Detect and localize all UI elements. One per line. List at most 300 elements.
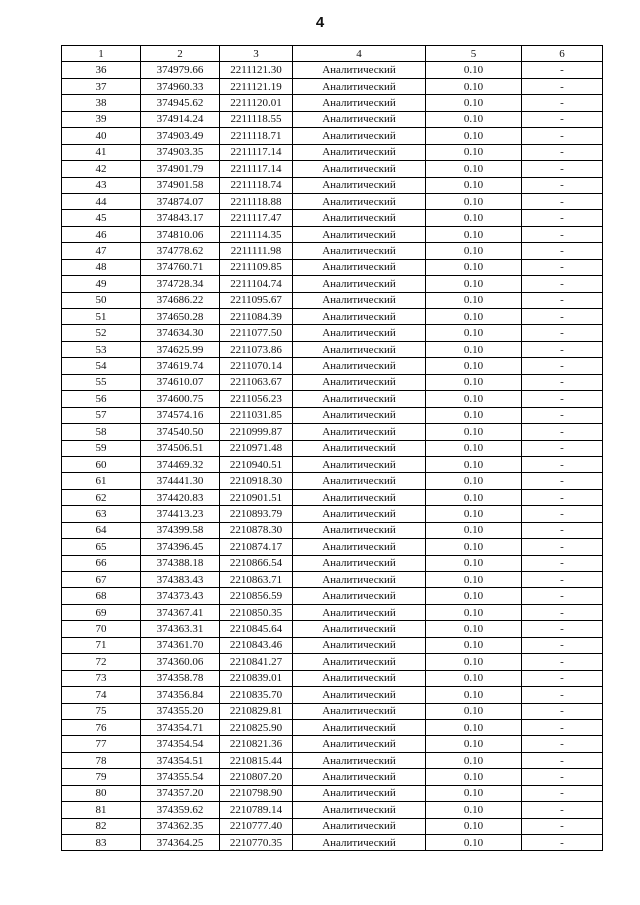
- note-cell: -: [522, 752, 603, 768]
- note-cell: -: [522, 621, 603, 637]
- note-cell: -: [522, 506, 603, 522]
- note-cell: -: [522, 341, 603, 357]
- x-coordinate-cell: 374574.16: [141, 407, 220, 423]
- accuracy-cell: 0.10: [426, 769, 522, 785]
- accuracy-cell: 0.10: [426, 687, 522, 703]
- table-row: [62, 621, 603, 637]
- method-cell: Аналитический: [293, 703, 426, 719]
- point-number-cell: 77: [62, 736, 141, 752]
- point-number-cell: 68: [62, 588, 141, 604]
- table-row: [62, 522, 603, 538]
- x-coordinate-cell: 374358.78: [141, 670, 220, 686]
- point-number-cell: 76: [62, 719, 141, 735]
- note-cell: -: [522, 161, 603, 177]
- column-header: 3: [220, 46, 293, 62]
- y-coordinate-cell: 2211117.14: [220, 161, 293, 177]
- x-coordinate-cell: 374354.71: [141, 719, 220, 735]
- method-cell: Аналитический: [293, 752, 426, 768]
- y-coordinate-cell: 2210789.14: [220, 802, 293, 818]
- point-number-cell: 36: [62, 62, 141, 78]
- note-cell: -: [522, 276, 603, 292]
- table-row: [62, 276, 603, 292]
- table-row: [62, 78, 603, 94]
- method-cell: Аналитический: [293, 407, 426, 423]
- y-coordinate-cell: 2210878.30: [220, 522, 293, 538]
- x-coordinate-cell: 374634.30: [141, 325, 220, 341]
- point-number-cell: 82: [62, 818, 141, 834]
- table-row: [62, 226, 603, 242]
- method-cell: Аналитический: [293, 259, 426, 275]
- x-coordinate-cell: 374383.43: [141, 572, 220, 588]
- table-row: [62, 769, 603, 785]
- accuracy-cell: 0.10: [426, 325, 522, 341]
- accuracy-cell: 0.10: [426, 802, 522, 818]
- x-coordinate-cell: 374903.35: [141, 144, 220, 160]
- point-number-cell: 60: [62, 456, 141, 472]
- table-row: [62, 703, 603, 719]
- y-coordinate-cell: 2210856.59: [220, 588, 293, 604]
- point-number-cell: 69: [62, 604, 141, 620]
- x-coordinate-cell: 374979.66: [141, 62, 220, 78]
- table-row: [62, 818, 603, 834]
- method-cell: Аналитический: [293, 687, 426, 703]
- y-coordinate-cell: 2211114.35: [220, 226, 293, 242]
- method-cell: Аналитический: [293, 506, 426, 522]
- point-number-cell: 50: [62, 292, 141, 308]
- accuracy-cell: 0.10: [426, 506, 522, 522]
- y-coordinate-cell: 2211118.88: [220, 193, 293, 209]
- x-coordinate-cell: 374441.30: [141, 473, 220, 489]
- accuracy-cell: 0.10: [426, 555, 522, 571]
- x-coordinate-cell: 374363.31: [141, 621, 220, 637]
- table-row: [62, 341, 603, 357]
- note-cell: -: [522, 440, 603, 456]
- point-number-cell: 39: [62, 111, 141, 127]
- table-row: [62, 785, 603, 801]
- accuracy-cell: 0.10: [426, 736, 522, 752]
- table-row: [62, 111, 603, 127]
- x-coordinate-cell: 374367.41: [141, 604, 220, 620]
- x-coordinate-cell: 374373.43: [141, 588, 220, 604]
- point-number-cell: 53: [62, 341, 141, 357]
- note-cell: -: [522, 210, 603, 226]
- accuracy-cell: 0.10: [426, 654, 522, 670]
- y-coordinate-cell: 2210863.71: [220, 572, 293, 588]
- table-row: [62, 506, 603, 522]
- accuracy-cell: 0.10: [426, 111, 522, 127]
- note-cell: -: [522, 128, 603, 144]
- note-cell: -: [522, 522, 603, 538]
- accuracy-cell: 0.10: [426, 177, 522, 193]
- y-coordinate-cell: 2210839.01: [220, 670, 293, 686]
- note-cell: -: [522, 62, 603, 78]
- x-coordinate-cell: 374354.54: [141, 736, 220, 752]
- note-cell: -: [522, 588, 603, 604]
- accuracy-cell: 0.10: [426, 604, 522, 620]
- method-cell: Аналитический: [293, 588, 426, 604]
- x-coordinate-cell: 374356.84: [141, 687, 220, 703]
- y-coordinate-cell: 2211070.14: [220, 358, 293, 374]
- method-cell: Аналитический: [293, 128, 426, 144]
- y-coordinate-cell: 2211117.14: [220, 144, 293, 160]
- method-cell: Аналитический: [293, 473, 426, 489]
- table-row: [62, 802, 603, 818]
- x-coordinate-cell: 374396.45: [141, 539, 220, 555]
- point-number-cell: 47: [62, 243, 141, 259]
- point-number-cell: 49: [62, 276, 141, 292]
- accuracy-cell: 0.10: [426, 719, 522, 735]
- x-coordinate-cell: 374355.54: [141, 769, 220, 785]
- method-cell: Аналитический: [293, 835, 426, 851]
- point-number-cell: 80: [62, 785, 141, 801]
- note-cell: -: [522, 736, 603, 752]
- y-coordinate-cell: 2211118.55: [220, 111, 293, 127]
- column-header: 1: [62, 46, 141, 62]
- y-coordinate-cell: 2210918.30: [220, 473, 293, 489]
- method-cell: Аналитический: [293, 522, 426, 538]
- table-row: [62, 473, 603, 489]
- y-coordinate-cell: 2210815.44: [220, 752, 293, 768]
- y-coordinate-cell: 2211031.85: [220, 407, 293, 423]
- point-number-cell: 74: [62, 687, 141, 703]
- accuracy-cell: 0.10: [426, 309, 522, 325]
- point-number-cell: 62: [62, 489, 141, 505]
- point-number-cell: 41: [62, 144, 141, 160]
- point-number-cell: 43: [62, 177, 141, 193]
- y-coordinate-cell: 2210777.40: [220, 818, 293, 834]
- note-cell: -: [522, 835, 603, 851]
- accuracy-cell: 0.10: [426, 62, 522, 78]
- table-row: [62, 144, 603, 160]
- method-cell: Аналитический: [293, 95, 426, 111]
- accuracy-cell: 0.10: [426, 193, 522, 209]
- method-cell: Аналитический: [293, 572, 426, 588]
- x-coordinate-cell: 374901.79: [141, 161, 220, 177]
- point-number-cell: 73: [62, 670, 141, 686]
- y-coordinate-cell: 2210825.90: [220, 719, 293, 735]
- accuracy-cell: 0.10: [426, 259, 522, 275]
- method-cell: Аналитический: [293, 621, 426, 637]
- method-cell: Аналитический: [293, 719, 426, 735]
- method-cell: Аналитический: [293, 193, 426, 209]
- table-row: [62, 736, 603, 752]
- accuracy-cell: 0.10: [426, 161, 522, 177]
- accuracy-cell: 0.10: [426, 292, 522, 308]
- point-number-cell: 46: [62, 226, 141, 242]
- y-coordinate-cell: 2211118.71: [220, 128, 293, 144]
- table-row: [62, 539, 603, 555]
- note-cell: -: [522, 391, 603, 407]
- y-coordinate-cell: 2210971.48: [220, 440, 293, 456]
- y-coordinate-cell: 2210893.79: [220, 506, 293, 522]
- x-coordinate-cell: 374610.07: [141, 374, 220, 390]
- x-coordinate-cell: 374960.33: [141, 78, 220, 94]
- note-cell: -: [522, 555, 603, 571]
- method-cell: Аналитический: [293, 292, 426, 308]
- y-coordinate-cell: 2211056.23: [220, 391, 293, 407]
- y-coordinate-cell: 2211084.39: [220, 309, 293, 325]
- column-header: 6: [522, 46, 603, 62]
- x-coordinate-cell: 374359.62: [141, 802, 220, 818]
- point-number-cell: 55: [62, 374, 141, 390]
- y-coordinate-cell: 2210829.81: [220, 703, 293, 719]
- accuracy-cell: 0.10: [426, 407, 522, 423]
- note-cell: -: [522, 177, 603, 193]
- y-coordinate-cell: 2210901.51: [220, 489, 293, 505]
- x-coordinate-cell: 374810.06: [141, 226, 220, 242]
- x-coordinate-cell: 374760.71: [141, 259, 220, 275]
- column-header: 4: [293, 46, 426, 62]
- note-cell: -: [522, 292, 603, 308]
- note-cell: -: [522, 144, 603, 160]
- x-coordinate-cell: 374540.50: [141, 424, 220, 440]
- accuracy-cell: 0.10: [426, 440, 522, 456]
- y-coordinate-cell: 2211077.50: [220, 325, 293, 341]
- note-cell: -: [522, 654, 603, 670]
- table-row: [62, 292, 603, 308]
- point-number-cell: 44: [62, 193, 141, 209]
- table-row: [62, 374, 603, 390]
- x-coordinate-cell: 374778.62: [141, 243, 220, 259]
- table-row: [62, 128, 603, 144]
- y-coordinate-cell: 2211073.86: [220, 341, 293, 357]
- method-cell: Аналитический: [293, 769, 426, 785]
- y-coordinate-cell: 2211109.85: [220, 259, 293, 275]
- table-row: [62, 572, 603, 588]
- accuracy-cell: 0.10: [426, 128, 522, 144]
- note-cell: -: [522, 374, 603, 390]
- x-coordinate-cell: 374903.49: [141, 128, 220, 144]
- point-number-cell: 70: [62, 621, 141, 637]
- y-coordinate-cell: 2211118.74: [220, 177, 293, 193]
- point-number-cell: 51: [62, 309, 141, 325]
- table-row: [62, 424, 603, 440]
- accuracy-cell: 0.10: [426, 539, 522, 555]
- point-number-cell: 72: [62, 654, 141, 670]
- point-number-cell: 45: [62, 210, 141, 226]
- y-coordinate-cell: 2210845.64: [220, 621, 293, 637]
- method-cell: Аналитический: [293, 374, 426, 390]
- method-cell: Аналитический: [293, 78, 426, 94]
- x-coordinate-cell: 374914.24: [141, 111, 220, 127]
- point-number-cell: 64: [62, 522, 141, 538]
- x-coordinate-cell: 374364.25: [141, 835, 220, 851]
- note-cell: -: [522, 473, 603, 489]
- accuracy-cell: 0.10: [426, 703, 522, 719]
- note-cell: -: [522, 424, 603, 440]
- x-coordinate-cell: 374600.75: [141, 391, 220, 407]
- y-coordinate-cell: 2210940.51: [220, 456, 293, 472]
- method-cell: Аналитический: [293, 456, 426, 472]
- accuracy-cell: 0.10: [426, 210, 522, 226]
- method-cell: Аналитический: [293, 424, 426, 440]
- x-coordinate-cell: 374399.58: [141, 522, 220, 538]
- accuracy-cell: 0.10: [426, 752, 522, 768]
- accuracy-cell: 0.10: [426, 637, 522, 653]
- point-number-cell: 71: [62, 637, 141, 653]
- note-cell: -: [522, 358, 603, 374]
- table-row: [62, 637, 603, 653]
- method-cell: Аналитический: [293, 802, 426, 818]
- x-coordinate-cell: 374874.07: [141, 193, 220, 209]
- note-cell: -: [522, 489, 603, 505]
- point-number-cell: 38: [62, 95, 141, 111]
- x-coordinate-cell: 374686.22: [141, 292, 220, 308]
- accuracy-cell: 0.10: [426, 489, 522, 505]
- y-coordinate-cell: 2210843.46: [220, 637, 293, 653]
- method-cell: Аналитический: [293, 391, 426, 407]
- y-coordinate-cell: 2211111.98: [220, 243, 293, 259]
- y-coordinate-cell: 2210850.35: [220, 604, 293, 620]
- x-coordinate-cell: 374420.83: [141, 489, 220, 505]
- note-cell: -: [522, 407, 603, 423]
- accuracy-cell: 0.10: [426, 358, 522, 374]
- y-coordinate-cell: 2211117.47: [220, 210, 293, 226]
- point-number-cell: 54: [62, 358, 141, 374]
- accuracy-cell: 0.10: [426, 391, 522, 407]
- note-cell: -: [522, 259, 603, 275]
- x-coordinate-cell: 374843.17: [141, 210, 220, 226]
- point-number-cell: 56: [62, 391, 141, 407]
- note-cell: -: [522, 309, 603, 325]
- table-row: [62, 687, 603, 703]
- accuracy-cell: 0.10: [426, 670, 522, 686]
- point-number-cell: 57: [62, 407, 141, 423]
- accuracy-cell: 0.10: [426, 473, 522, 489]
- column-header: 2: [141, 46, 220, 62]
- table-row: [62, 588, 603, 604]
- accuracy-cell: 0.10: [426, 588, 522, 604]
- table-row: [62, 95, 603, 111]
- accuracy-cell: 0.10: [426, 522, 522, 538]
- table-body: [62, 62, 603, 851]
- note-cell: -: [522, 78, 603, 94]
- point-number-cell: 63: [62, 506, 141, 522]
- x-coordinate-cell: 374413.23: [141, 506, 220, 522]
- note-cell: -: [522, 769, 603, 785]
- point-number-cell: 59: [62, 440, 141, 456]
- table-row: [62, 309, 603, 325]
- table-row: [62, 391, 603, 407]
- column-header: 5: [426, 46, 522, 62]
- y-coordinate-cell: 2211121.30: [220, 62, 293, 78]
- note-cell: -: [522, 785, 603, 801]
- method-cell: Аналитический: [293, 358, 426, 374]
- accuracy-cell: 0.10: [426, 226, 522, 242]
- x-coordinate-cell: 374619.74: [141, 358, 220, 374]
- x-coordinate-cell: 374357.20: [141, 785, 220, 801]
- point-number-cell: 79: [62, 769, 141, 785]
- x-coordinate-cell: 374506.51: [141, 440, 220, 456]
- x-coordinate-cell: 374354.51: [141, 752, 220, 768]
- table-row: [62, 193, 603, 209]
- point-number-cell: 37: [62, 78, 141, 94]
- x-coordinate-cell: 374362.35: [141, 818, 220, 834]
- table-row: [62, 325, 603, 341]
- table-row: [62, 62, 603, 78]
- table-row: [62, 555, 603, 571]
- x-coordinate-cell: 374625.99: [141, 341, 220, 357]
- note-cell: -: [522, 95, 603, 111]
- page-number: 4: [315, 14, 325, 31]
- y-coordinate-cell: 2211095.67: [220, 292, 293, 308]
- y-coordinate-cell: 2210835.70: [220, 687, 293, 703]
- x-coordinate-cell: 374355.20: [141, 703, 220, 719]
- note-cell: -: [522, 604, 603, 620]
- y-coordinate-cell: 2210866.54: [220, 555, 293, 571]
- point-number-cell: 58: [62, 424, 141, 440]
- method-cell: Аналитический: [293, 144, 426, 160]
- method-cell: Аналитический: [293, 226, 426, 242]
- point-number-cell: 52: [62, 325, 141, 341]
- y-coordinate-cell: 2210841.27: [220, 654, 293, 670]
- y-coordinate-cell: 2211120.01: [220, 95, 293, 111]
- x-coordinate-cell: 374360.06: [141, 654, 220, 670]
- note-cell: -: [522, 456, 603, 472]
- table-header-row: [62, 46, 603, 62]
- note-cell: -: [522, 325, 603, 341]
- method-cell: Аналитический: [293, 276, 426, 292]
- method-cell: Аналитический: [293, 440, 426, 456]
- note-cell: -: [522, 539, 603, 555]
- coordinates-table: [61, 45, 603, 851]
- accuracy-cell: 0.10: [426, 243, 522, 259]
- note-cell: -: [522, 719, 603, 735]
- note-cell: -: [522, 637, 603, 653]
- point-number-cell: 65: [62, 539, 141, 555]
- accuracy-cell: 0.10: [426, 95, 522, 111]
- method-cell: Аналитический: [293, 177, 426, 193]
- method-cell: Аналитический: [293, 210, 426, 226]
- note-cell: -: [522, 670, 603, 686]
- note-cell: -: [522, 703, 603, 719]
- y-coordinate-cell: 2210874.17: [220, 539, 293, 555]
- method-cell: Аналитический: [293, 818, 426, 834]
- method-cell: Аналитический: [293, 325, 426, 341]
- method-cell: Аналитический: [293, 341, 426, 357]
- table-row: [62, 654, 603, 670]
- note-cell: -: [522, 802, 603, 818]
- accuracy-cell: 0.10: [426, 785, 522, 801]
- point-number-cell: 81: [62, 802, 141, 818]
- table-row: [62, 752, 603, 768]
- point-number-cell: 48: [62, 259, 141, 275]
- y-coordinate-cell: 2211104.74: [220, 276, 293, 292]
- accuracy-cell: 0.10: [426, 424, 522, 440]
- method-cell: Аналитический: [293, 736, 426, 752]
- method-cell: Аналитический: [293, 670, 426, 686]
- y-coordinate-cell: 2210798.90: [220, 785, 293, 801]
- accuracy-cell: 0.10: [426, 374, 522, 390]
- point-number-cell: 40: [62, 128, 141, 144]
- method-cell: Аналитический: [293, 62, 426, 78]
- accuracy-cell: 0.10: [426, 572, 522, 588]
- method-cell: Аналитический: [293, 489, 426, 505]
- y-coordinate-cell: 2210999.87: [220, 424, 293, 440]
- accuracy-cell: 0.10: [426, 341, 522, 357]
- note-cell: -: [522, 226, 603, 242]
- table-row: [62, 407, 603, 423]
- point-number-cell: 75: [62, 703, 141, 719]
- table-row: [62, 670, 603, 686]
- table-row: [62, 604, 603, 620]
- method-cell: Аналитический: [293, 785, 426, 801]
- y-coordinate-cell: 2210770.35: [220, 835, 293, 851]
- accuracy-cell: 0.10: [426, 144, 522, 160]
- x-coordinate-cell: 374728.34: [141, 276, 220, 292]
- table-row: [62, 456, 603, 472]
- x-coordinate-cell: 374469.32: [141, 456, 220, 472]
